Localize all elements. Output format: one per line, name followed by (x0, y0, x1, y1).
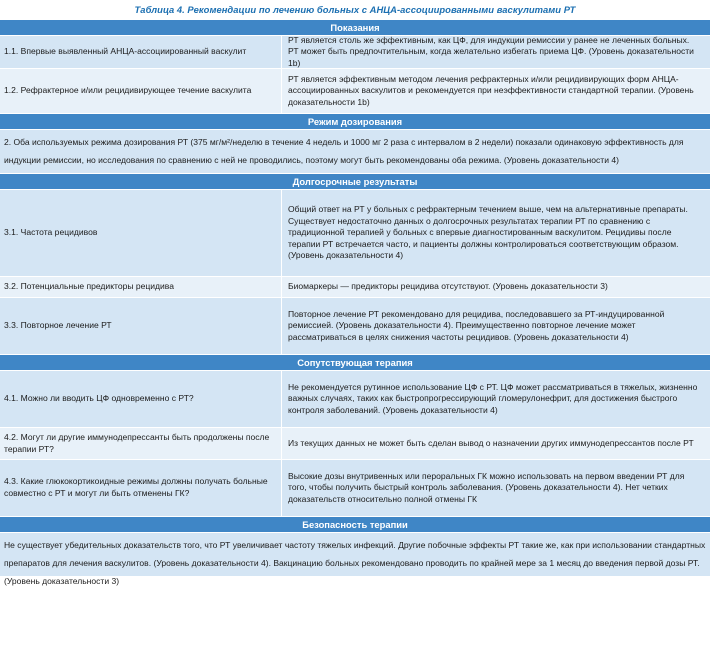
section-header-longterm: Долгосрочные результаты (0, 174, 710, 190)
table-row (0, 428, 710, 460)
row-text: Повторное лечение РТ рекомендовано для рецидива, последовавшего за РТ-индуцированной ремиссией. (Уровень доказательности 4). Преимущественно повторное лечение может рассматриваться в целях снижения частоты рецидивов. (Уровень доказательности 4) (288, 308, 665, 342)
row-label: 4.3. Какие глюкокортикоидные режимы должны получать больные совместно с РТ и могут ли быть отменены ГК? (4, 476, 268, 498)
table-row (0, 36, 710, 69)
full-width-text (0, 130, 710, 174)
row-label: 1.2. Рефрактерное и/или рецидивирующее течение васкулита (4, 85, 252, 96)
table-row (0, 460, 710, 517)
row-text: Из текущих данных не может быть сделан вывод о назначении других иммунодепрессантов после РТ (288, 437, 694, 448)
row-label: 1.1. Впервые выявленный АНЦА-ассоциированный васкулит (4, 46, 247, 57)
row-text: Не рекомендуется рутинное использование ЦФ с РТ. ЦФ может рассматриваться в тяжелых, жизненно важных случаях, таких как быстропрогрессирующий гломерулонефрит, для достижения быстрого контроля заболеваний. (Уровень доказательности 4) (288, 381, 698, 415)
row-text: РТ является столь же эффективным, как ЦФ, для индукции ремиссии у ранее не леченных больных. РТ может быть предпочтительным, когда желательно избегать приема ЦФ. (Уровень доказательности 1b) (288, 34, 694, 68)
table-row (0, 298, 710, 355)
section-header-dosing: Режим дозирования (0, 114, 710, 130)
table-row (0, 69, 710, 114)
table-row (0, 190, 710, 277)
section-header-concomitant: Сопутствующая терапия (0, 355, 710, 371)
section-header-indications: Показания (0, 20, 710, 36)
row-label: 3.3. Повторное лечение РТ (4, 320, 112, 331)
full-width-text (0, 533, 710, 586)
row-text: Высокие дозы внутривенных или пероральных ГК можно использовать на первом введении РТ для того, чтобы получить быстрый контроль заболевания. (Уровень доказательности 4). Нет четких доказательств относительно полной отмены ГК (288, 470, 685, 504)
row-label: 3.1. Частота рецидивов (4, 227, 98, 238)
row-text: РТ является эффективным методом лечения рефрактерных и/или рецидивирующих форм АНЦА-ассоциированных васкулитов и рекомендуется при неэффективности стандартной терапии. (Уровень доказательности 1b) (288, 73, 694, 107)
table-caption: Таблица 4. Рекомендации по лечению больных с АНЦА-ассоциированными васкулитами РТ (134, 4, 576, 15)
safety-text: Не существует убедительных доказательств того, что РТ увеличивает частоту тяжелых инфекций. Другие побочные эффекты РТ такие же, как при использовании стандартных препаратов для лечения васкулитов. (Уровень доказательности 4). Вакцинацию больных рекомендовано проводить по крайней мере за 1 месяц до введения первой дозы РТ. (Уровень доказательности 3) (4, 540, 706, 586)
row-text: Общий ответ на РТ у больных с рефрактерным течением выше, чем на альтернативные препараты. Существует недостаточно данных о долгосрочных результатах терапии РТ по сравнению с традиционной терапией у больных с впервые диагностированным васкулитом. Рецидивы после терапии РТ встречается часто, и пациенты должны контролироваться соответствующим образом. (Уровень доказательности 4) (288, 204, 688, 261)
dosing-text: 2. Оба используемых режима дозирования РТ (375 мг/м²/неделю в течение 4 недель и 1000 мг 2 раза с интервалом в 2 недели) показали одинаковую эффективность для индукции ремиссии, но исследования по сравнению с ней не проводились, поэтому могут быть рекомендованы оба режима. (Уровень доказательности 4) (4, 137, 684, 165)
table-row (0, 277, 710, 298)
row-label: 4.2. Могут ли другие иммунодепрессанты быть продолжены после терапии РТ? (4, 431, 270, 454)
row-label: 4.1. Можно ли вводить ЦФ одновременно с РТ? (4, 393, 194, 404)
table-row (0, 371, 710, 428)
row-text: Биомаркеры — предикторы рецидива отсутствуют. (Уровень доказательности 3) (288, 281, 608, 292)
section-header-safety: Безопасность терапии (0, 517, 710, 533)
row-label: 3.2. Потенциальные предикторы рецидива (4, 281, 175, 292)
